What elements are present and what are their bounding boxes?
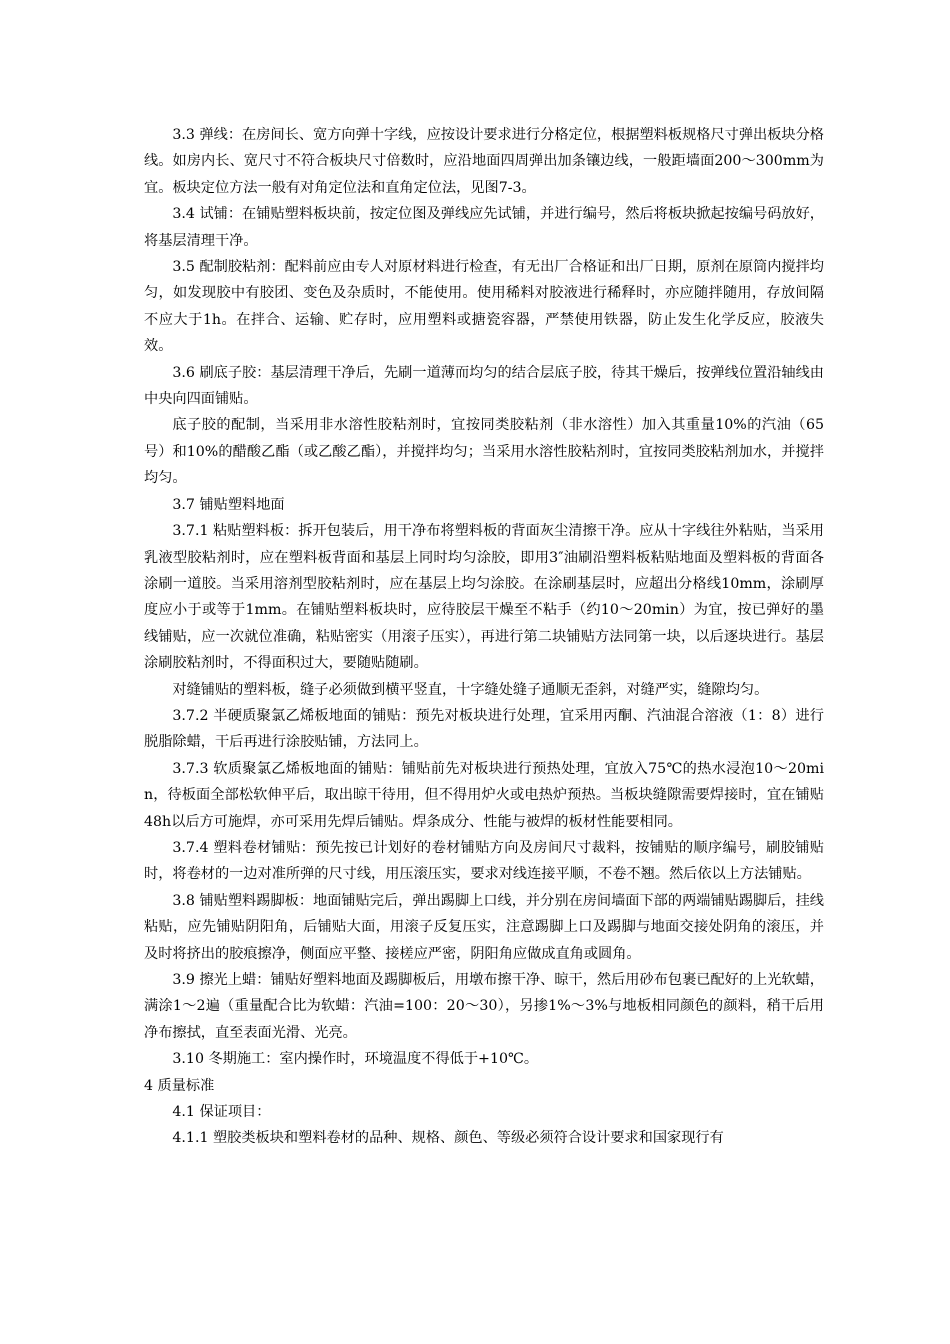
heading-4-quality-standard: 4 质量标准 — [144, 1077, 215, 1094]
paragraph-primer-mix: 底子胶的配制，当采用非水溶性胶粘剂时，宜按同类胶粘剂（非水溶性）加入其重量10%的汽油（65号）和10%的醋酸乙酯（或乙酸乙酯），并搅拌均匀；当采用水溶性胶粘剂时，宜按同类胶粘剂加水，并搅拌均匀。 — [144, 417, 824, 487]
paragraph-3-4: 3.4 试铺：在铺贴塑料板块前，按定位图及弹线应先试铺，并进行编号，然后将板块掀起按编号码放好，将基层清理干净。 — [144, 206, 824, 249]
paragraph-3-10: 3.10 冬期施工：室内操作时，环境温度不得低于+10℃。 — [172, 1051, 539, 1068]
heading-4-1: 4.1 保证项目： — [172, 1104, 271, 1121]
paragraph-3-7-4: 3.7.4 塑料卷材铺贴：预先按已计划好的卷材铺贴方向及房间尺寸裁料，按铺贴的顺序编号，刷胶铺贴时，将卷材的一边对准所弹的尺寸线，用压滚压实，要求对线连接平顺，不卷不翘。然后依以上方法铺贴。 — [144, 839, 824, 883]
paragraph-3-5: 3.5 配制胶粘剂：配料前应由专人对原材料进行检查，有无出厂合格证和出厂日期，原剂在原筒内搅拌均匀，如发现胶中有胶团、变色及杂质时，不能使用。使用稀料对胶液进行稀释时，亦应随拌随用，存放间隔不应大于1h。在拌合、运输、贮存时，应用塑料或搪瓷容器，严禁使用铁器，防止发生化学反应，胶液失效。 — [144, 259, 824, 355]
paragraph-3-9: 3.9 擦光上蜡：铺贴好塑料地面及踢脚板后，用墩布擦干净、晾干，然后用砂布包裹已配好的上光软蜡，满涂1～2遍（重量配合比为软蜡：汽油=100：20～30），另掺1%～3%与地板相同颜色的颜料，稍干后用净布擦拭，直至表面光滑、光亮。 — [144, 972, 824, 1041]
paragraph-3-7-2: 3.7.2 半硬质聚氯乙烯板地面的铺贴：预先对板块进行处理，宜采用丙酮、汽油混合溶液（1：8）进行脱脂除蜡，干后再进行涂胶贴铺，方法同上。 — [144, 707, 824, 751]
paragraph-3-8: 3.8 铺贴塑料踢脚板：地面铺贴完后，弹出踢脚上口线，并分别在房间墙面下部的两端铺贴踢脚后，挂线粘贴，应先铺贴阴阳角，后铺贴大面，用滚子反复压实，注意踢脚上口及踢脚与地面交接处阴角的滚压，并及时将挤出的胶痕擦净，侧面应平整、接槎应严密，阴阳角应做成直角或圆角。 — [144, 892, 824, 962]
paragraph-3-7-3: 3.7.3 软质聚氯乙烯板地面的铺贴：铺贴前先对板块进行预热处理，宜放入75℃的热水浸泡10～20min，待板面全部松软伸平后，取出晾干待用，但不得用炉火或电热炉预热。当板块缝隙需要焊接时，宜在铺贴48h以后方可施焊，亦可采用先焊后铺贴。焊条成分、性能与被焊的板材性能要相同。 — [144, 760, 824, 830]
paragraph-4-1-1: 4.1.1 塑胶类板块和塑料卷材的品种、规格、颜色、等级必须符合设计要求和国家现行有 — [172, 1130, 724, 1147]
paragraph-3-7-1: 3.7.1 粘贴塑料板：拆开包装后，用干净布将塑料板的背面灰尘清擦干净。应从十字线往外粘贴，当采用乳液型胶粘剂时，应在塑料板背面和基层上同时均匀涂胶，即用3″油刷沿塑料板粘贴地面及塑料板的背面各涂刷一道胶。当采用溶剂型胶粘剂时，应在基层上均匀涂胶。在涂刷基层时，应超出分格线10mm，涂刷厚度应小于或等于1mm。在铺贴塑料板块时，应待胶层干燥至不粘手（约10～20min）为宜，按已弹好的墨线铺贴，应一次就位准确，粘贴密实（用滚子压实），再进行第二块铺贴方法同第一块，以后逐块进行。基层涂刷胶粘剂时，不得面积过大，要随贴随刷。 — [144, 523, 824, 672]
paragraph-3-3: 3.3 弹线：在房间长、宽方向弹十字线，应按设计要求进行分格定位，根据塑料板规格尺寸弹出板块分格线。如房内长、宽尺寸不符合板块尺寸倍数时，应沿地面四周弹出加条镶边线，一般距墙面200～300mm为宜。板块定位方法一般有对角定位法和直角定位法，见图7-3。 — [144, 127, 824, 196]
heading-3-7: 3.7 铺贴塑料地面 — [172, 496, 285, 513]
document-body — [144, 122, 824, 1152]
paragraph-3-6: 3.6 刷底子胶：基层清理干净后，先刷一道薄而均匀的结合层底子胶，待其干燥后，按弹线位置沿轴线由中央向四面铺贴。 — [144, 364, 824, 408]
paragraph-seam-alignment: 对缝铺贴的塑料板，缝子必须做到横平竖直，十字缝处缝子通顺无歪斜，对缝严实，缝隙均匀。 — [172, 681, 769, 698]
